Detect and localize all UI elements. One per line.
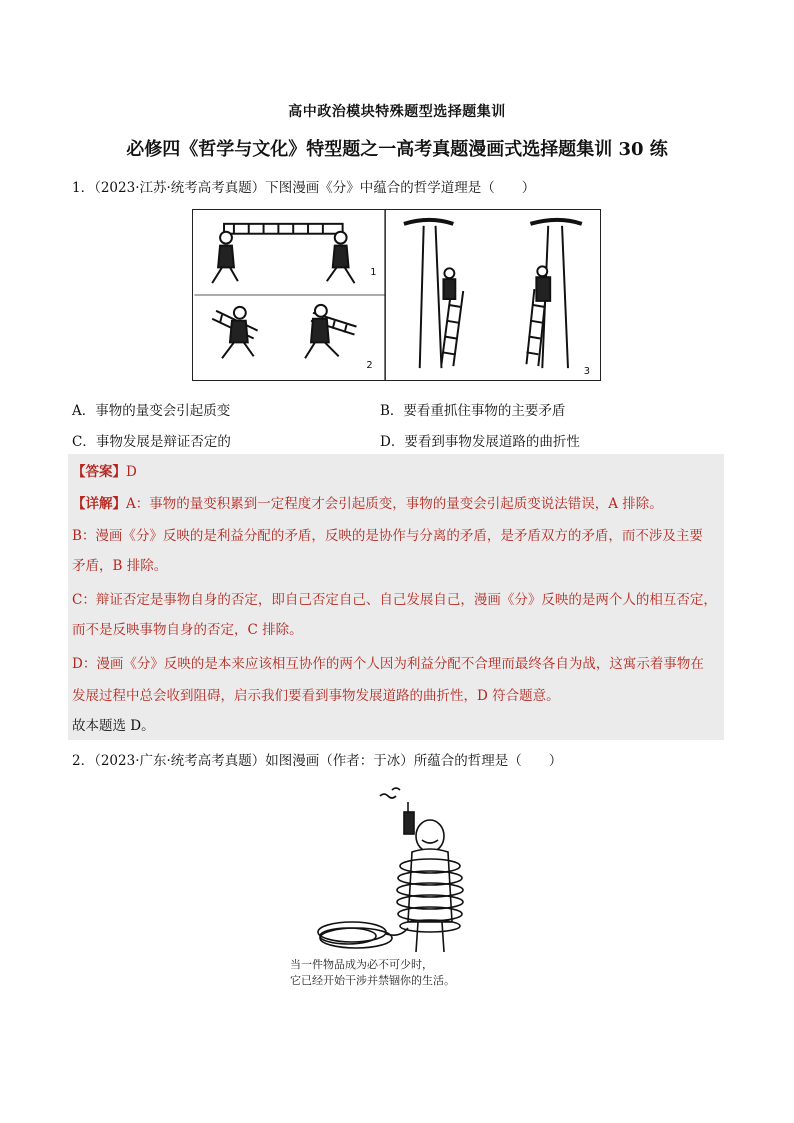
panel-2 (212, 305, 356, 358)
detail-line-2: B：漫画《分》反映的是利益分配的矛盾，反映的是协作与分离的矛盾，是矛盾双方的矛盾，而不涉及主要 (72, 528, 703, 544)
answer-value: D (126, 464, 137, 480)
question-1-stem: 1．（2023·江苏·统考高考真题）下图漫画《分》中蕴合的哲学道理是（ ） (72, 180, 536, 196)
answer-tag: 【答案】 (72, 464, 126, 480)
comic-fen-image (192, 209, 601, 381)
panel-label-1: 1 (370, 267, 377, 279)
detail-line-4: C：辩证否定是事物自身的否定，即自己否定自己、自己发展自己，漫画《分》反映的是两个人的相互否定， (72, 592, 717, 608)
question-2-stem: 2．（2023·广东·统考高考真题）如图漫画（作者：于冰）所蕴合的哲理是（ ） (72, 753, 563, 769)
panel-1 (212, 224, 354, 283)
detail-tag: 【详解】 (72, 496, 126, 512)
detail-line-1 (72, 494, 722, 514)
option-d[interactable]: D．要看到事物发展道路的曲折性 (380, 434, 580, 450)
comic-caption-line-1: 当一件物品成为必不可少时， (290, 958, 433, 971)
comic-caption-line-2: 它已经开始干涉并禁锢你的生活。 (290, 974, 455, 987)
panel-3 (404, 220, 582, 368)
detail-line-6: D：漫画《分》反映的是本来应该相互协作的两个人因为利益分配不合理而最终各自为战，这寓示着事物在 (72, 656, 704, 672)
conclusion-line: 故本题选 D。 (72, 718, 155, 734)
panel-label-2: 2 (366, 360, 373, 372)
detail-line-5: 而不是反映事物自身的否定，C 排除。 (72, 622, 303, 638)
page-subtitle: 高中政治模块特殊题型选择题集训 (288, 104, 506, 120)
option-c[interactable]: C．事物发展是辩证否定的 (72, 434, 231, 450)
detail-line-3: 矛盾，B 排除。 (72, 558, 168, 574)
option-b[interactable]: B．要看重抓住事物的主要矛盾 (380, 403, 566, 419)
option-a[interactable]: A．事物的量变会引起质变 (72, 403, 231, 419)
panel-label-3: 3 (583, 366, 591, 378)
page-title: 必修四《哲学与文化》特型题之一高考真题漫画式选择题集训 30 练 (126, 139, 668, 160)
detail-text-a: A：事物的量变积累到一定程度才会引起质变，事物的量变会引起质变说法错误，A 排除。 (126, 496, 663, 512)
answer-line (72, 462, 722, 482)
detail-line-7: 发展过程中总会收到阻碍，启示我们要看到事物发展道路的曲折性，D 符合题意。 (72, 688, 560, 704)
